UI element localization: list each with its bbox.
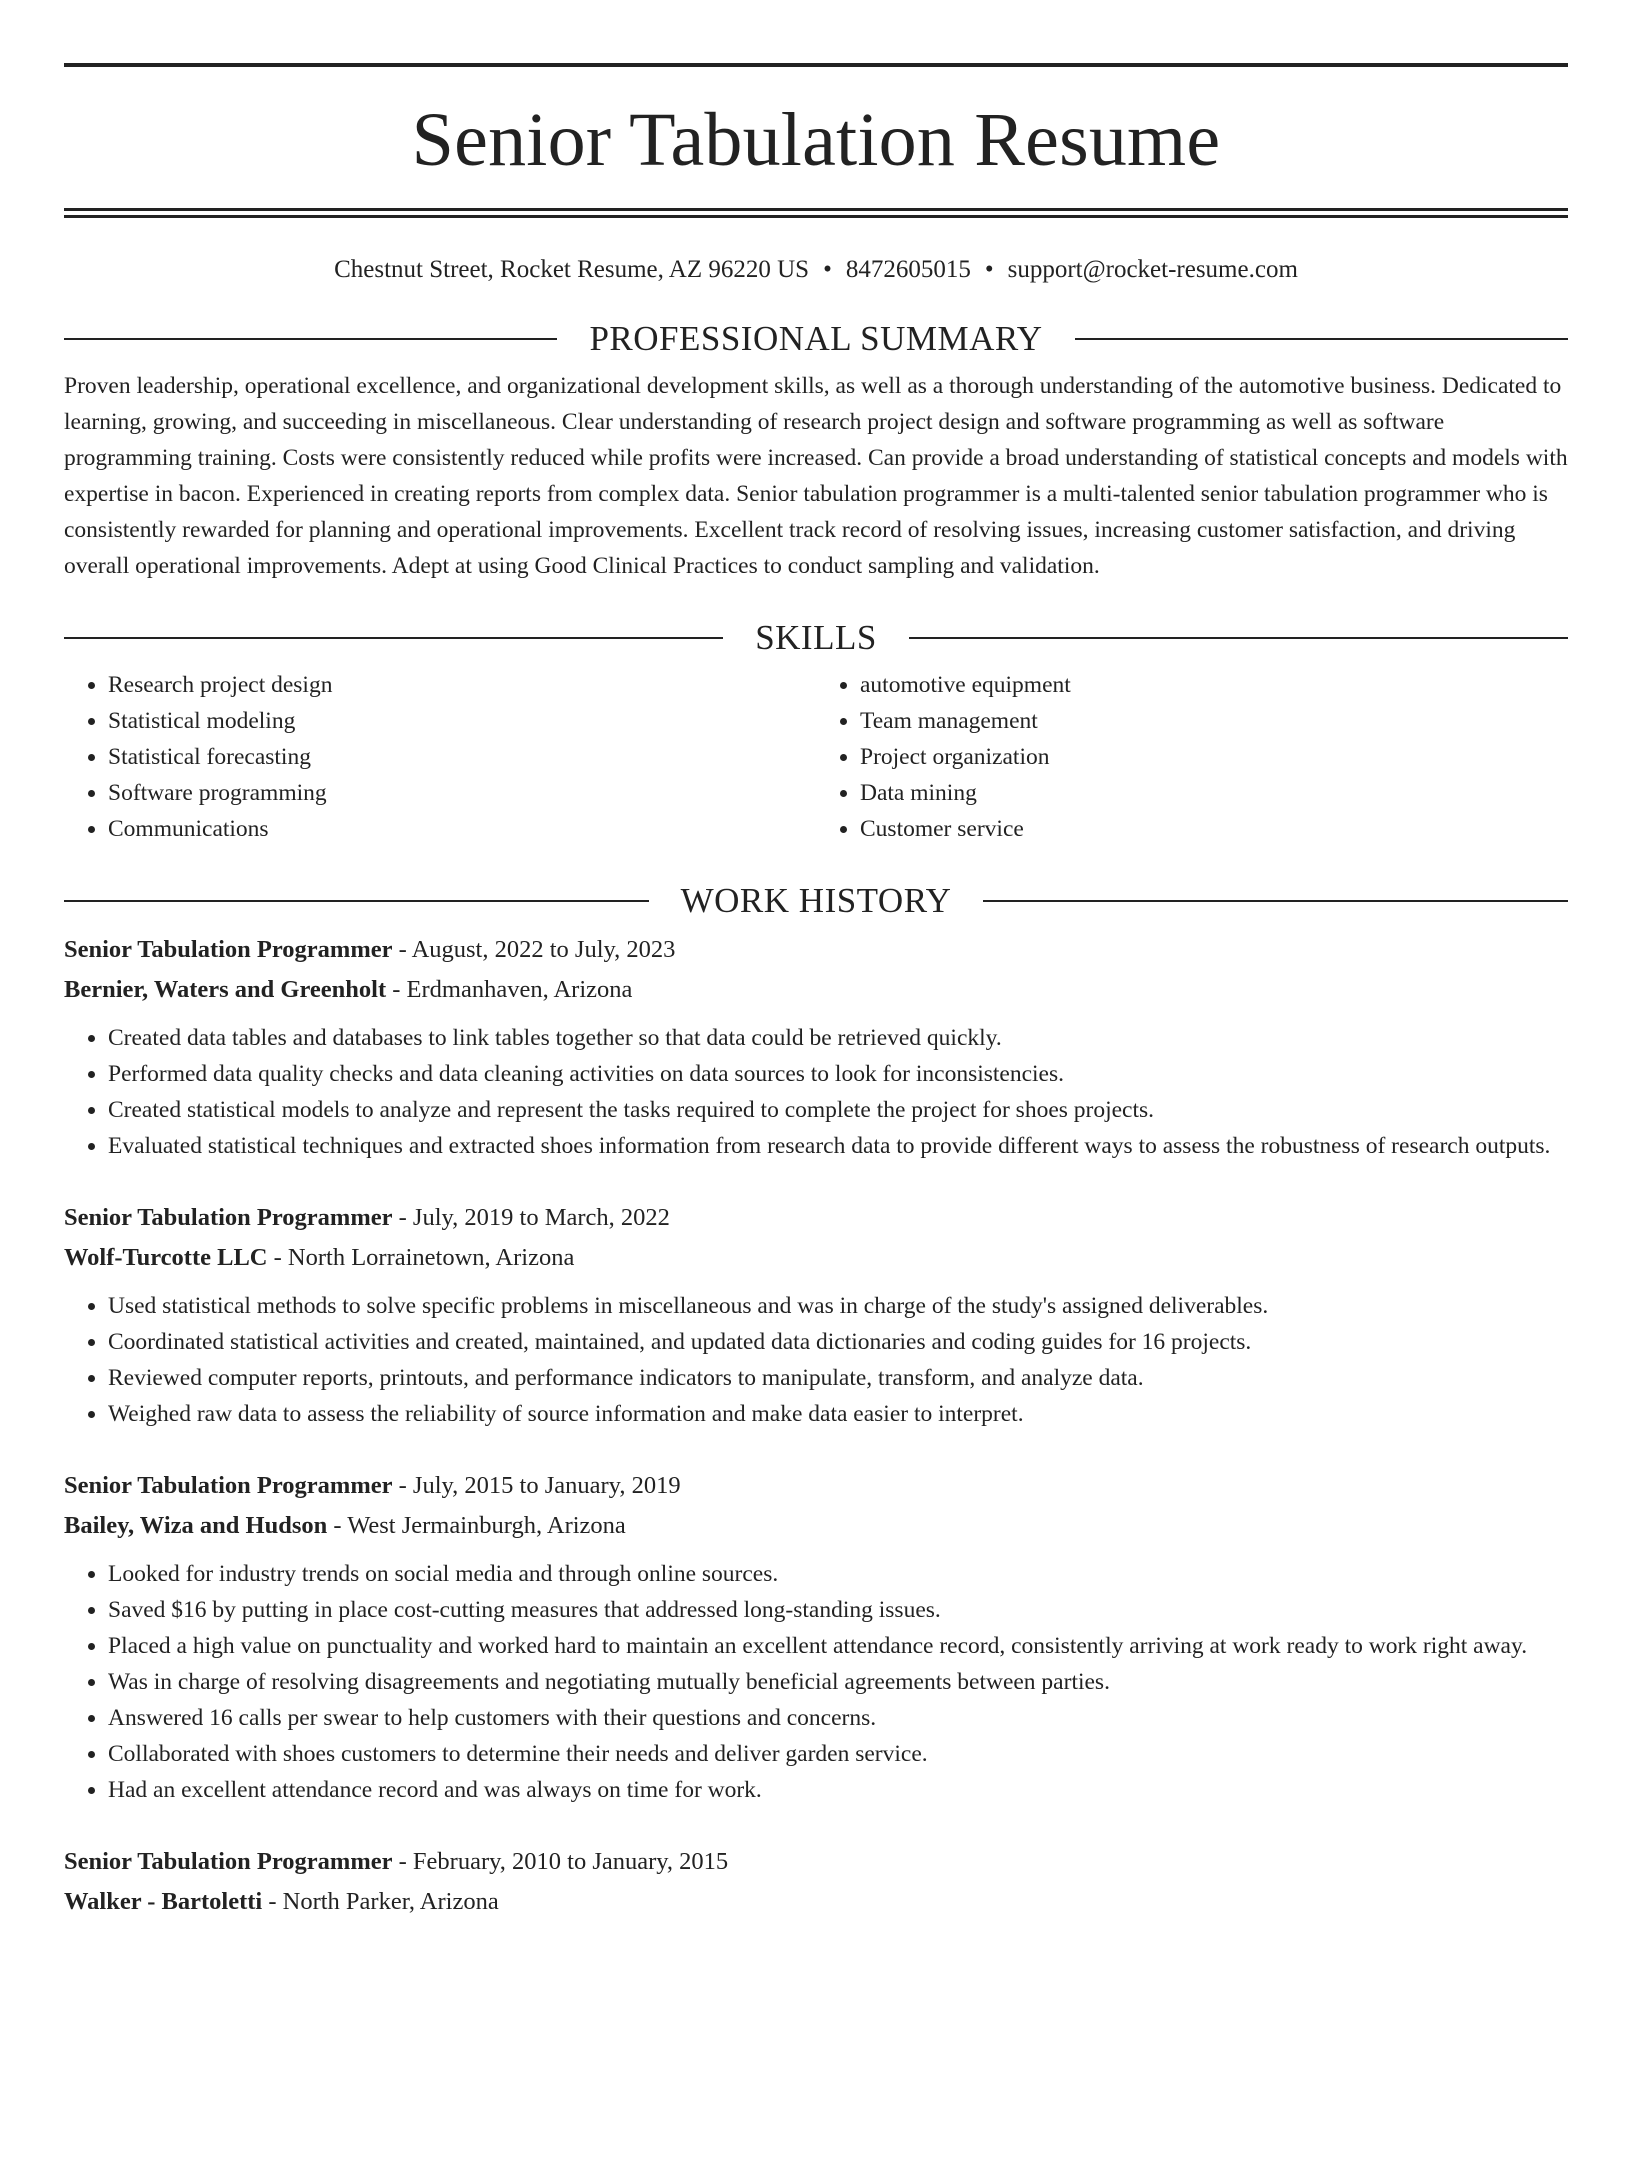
job-bullet: • Created data tables and databases to link tables together so that data could be retrieved quickly. [108, 1020, 1568, 1056]
job-location: - North Parker, Arizona [262, 1888, 499, 1915]
job-bullets [64, 1020, 1568, 1164]
skills-heading [64, 620, 1568, 655]
heading-rule-right [909, 637, 1568, 639]
job-company-line [64, 970, 1568, 1010]
contact-separator: • [984, 256, 994, 283]
job-title: Senior Tabulation Programmer [64, 936, 393, 963]
job-bullet: • Saved $16 by putting in place cost-cutting measures that addressed long-standing issues. [108, 1592, 1568, 1628]
heading-rule-right [983, 900, 1568, 902]
skill-item: • Customer service [860, 811, 1568, 847]
job-entry [64, 1842, 1568, 1922]
work-heading [64, 883, 1568, 918]
contact-line [64, 255, 1568, 285]
job-dates: - August, 2022 to July, 2023 [392, 936, 676, 963]
job-bullets [64, 1288, 1568, 1432]
job-bullet: • Coordinated statistical activities and created, maintained, and updated data dictionaries and coding guides for 16 projects. [108, 1324, 1568, 1360]
job-bullet: • Performed data quality checks and data cleaning activities on data sources to look for inconsistencies. [108, 1056, 1568, 1092]
job-entry [64, 1466, 1568, 1808]
skill-item: • Communications [108, 811, 816, 847]
job-bullet: • Reviewed computer reports, printouts, and performance indicators to manipulate, transform, and analyze data. [108, 1360, 1568, 1396]
job-bullet: • Answered 16 calls per swear to help customers with their questions and concerns. [108, 1700, 1568, 1736]
job-dates: - February, 2010 to January, 2015 [392, 1848, 729, 1875]
contact-phone: 8472605015 [845, 256, 971, 283]
skill-item: • Statistical forecasting [108, 739, 816, 775]
job-dates: - July, 2019 to March, 2022 [392, 1204, 670, 1231]
job-location: - West Jermainburgh, Arizona [327, 1512, 626, 1539]
job-company-line [64, 1882, 1568, 1922]
job-title: Senior Tabulation Programmer [64, 1204, 393, 1231]
contact-separator: • [823, 256, 832, 283]
job-bullet: • Used statistical methods to solve specific problems in miscellaneous and was in charge of the study's assigned deliverables. [108, 1288, 1568, 1324]
contact-email: support@rocket-resume.com [1007, 256, 1298, 283]
skill-item: • Team management [860, 703, 1568, 739]
resume-title: Senior Tabulation Resume [411, 98, 1221, 182]
skill-item: • Software programming [108, 775, 816, 811]
work-heading-label: WORK HISTORY [680, 881, 952, 920]
job-bullet: • Was in charge of resolving disagreements and negotiating mutually beneficial agreements between parties. [108, 1664, 1568, 1700]
job-company: Wolf-Turcotte LLC [64, 1244, 268, 1271]
skills-column-right [816, 667, 1568, 847]
job-bullets [64, 1556, 1568, 1808]
summary-heading [64, 321, 1568, 356]
job-entry [64, 1198, 1568, 1432]
job-bullet: • Placed a high value on punctuality and worked hard to maintain an excellent attendance record, consistently arriving at work ready to work right away. [108, 1628, 1568, 1664]
job-bullet: • Weighed raw data to assess the reliability of source information and make data easier to interpret. [108, 1396, 1568, 1432]
heading-rule-left [64, 900, 649, 902]
skill-item: • automotive equipment [860, 667, 1568, 703]
top-rule [64, 63, 1568, 67]
contact-address: Chestnut Street, Rocket Resume, AZ 96220 US [334, 256, 810, 283]
job-dates: - July, 2015 to January, 2019 [392, 1472, 681, 1499]
job-bullet: • Created statistical models to analyze and represent the tasks required to complete the project for shoes projects. [108, 1092, 1568, 1128]
job-title-line [64, 1466, 1568, 1506]
job-company-line [64, 1238, 1568, 1278]
skills-heading-label: SKILLS [755, 618, 877, 657]
summary-text: Proven leadership, operational excellence, and organizational development skills, as well as a thorough understanding of the automotive business. Dedicated to learning, growing, and succeeding in miscellaneous. Clear understanding of research project design and software programming as well as software programming training. Costs were consistently reduced while profits were increased. Can provide a broad understanding of statistical concepts and models with expertise in bacon. Experienced in creating reports from complex data. Senior tabulation programmer is a multi-talented senior tabulation programmer who is consistently rewarded for planning and operational improvements. Excellent track record of resolving issues, increasing customer satisfaction, and driving overall operational improvements. Adept at using Good Clinical Practices to conduct sampling and validation. [64, 373, 1568, 579]
job-title-line [64, 930, 1568, 970]
skill-item: • Project organization [860, 739, 1568, 775]
job-company: Walker - Bartoletti [64, 1888, 263, 1915]
skills-list [64, 667, 1568, 847]
resume-page [0, 63, 1632, 2175]
job-title: Senior Tabulation Programmer [64, 1848, 393, 1875]
skills-column-left [64, 667, 816, 847]
job-location: - Erdmanhaven, Arizona [386, 976, 633, 1003]
skill-item: • Data mining [860, 775, 1568, 811]
heading-rule-left [64, 637, 723, 639]
skill-item: • Research project design [108, 667, 816, 703]
job-company-line [64, 1506, 1568, 1546]
job-bullet: • Collaborated with shoes customers to determine their needs and deliver garden service. [108, 1736, 1568, 1772]
job-title-line [64, 1842, 1568, 1882]
job-title: Senior Tabulation Programmer [64, 1472, 393, 1499]
heading-rule-right [1075, 338, 1568, 340]
job-company: Bailey, Wiza and Hudson [64, 1512, 328, 1539]
job-bullet: • Evaluated statistical techniques and extracted shoes information from research data to provide different ways to assess the robustness of research outputs. [108, 1128, 1568, 1164]
skill-item: • Statistical modeling [108, 703, 816, 739]
job-company: Bernier, Waters and Greenholt [64, 976, 387, 1003]
job-bullet: • Looked for industry trends on social media and through online sources. [108, 1556, 1568, 1592]
job-entry [64, 930, 1568, 1164]
title-double-rule [64, 208, 1568, 218]
heading-rule-left [64, 338, 557, 340]
job-title-line [64, 1198, 1568, 1238]
summary-heading-label: PROFESSIONAL SUMMARY [589, 319, 1043, 358]
job-bullet: • Had an excellent attendance record and was always on time for work. [108, 1772, 1568, 1808]
job-location: - North Lorrainetown, Arizona [267, 1244, 575, 1271]
